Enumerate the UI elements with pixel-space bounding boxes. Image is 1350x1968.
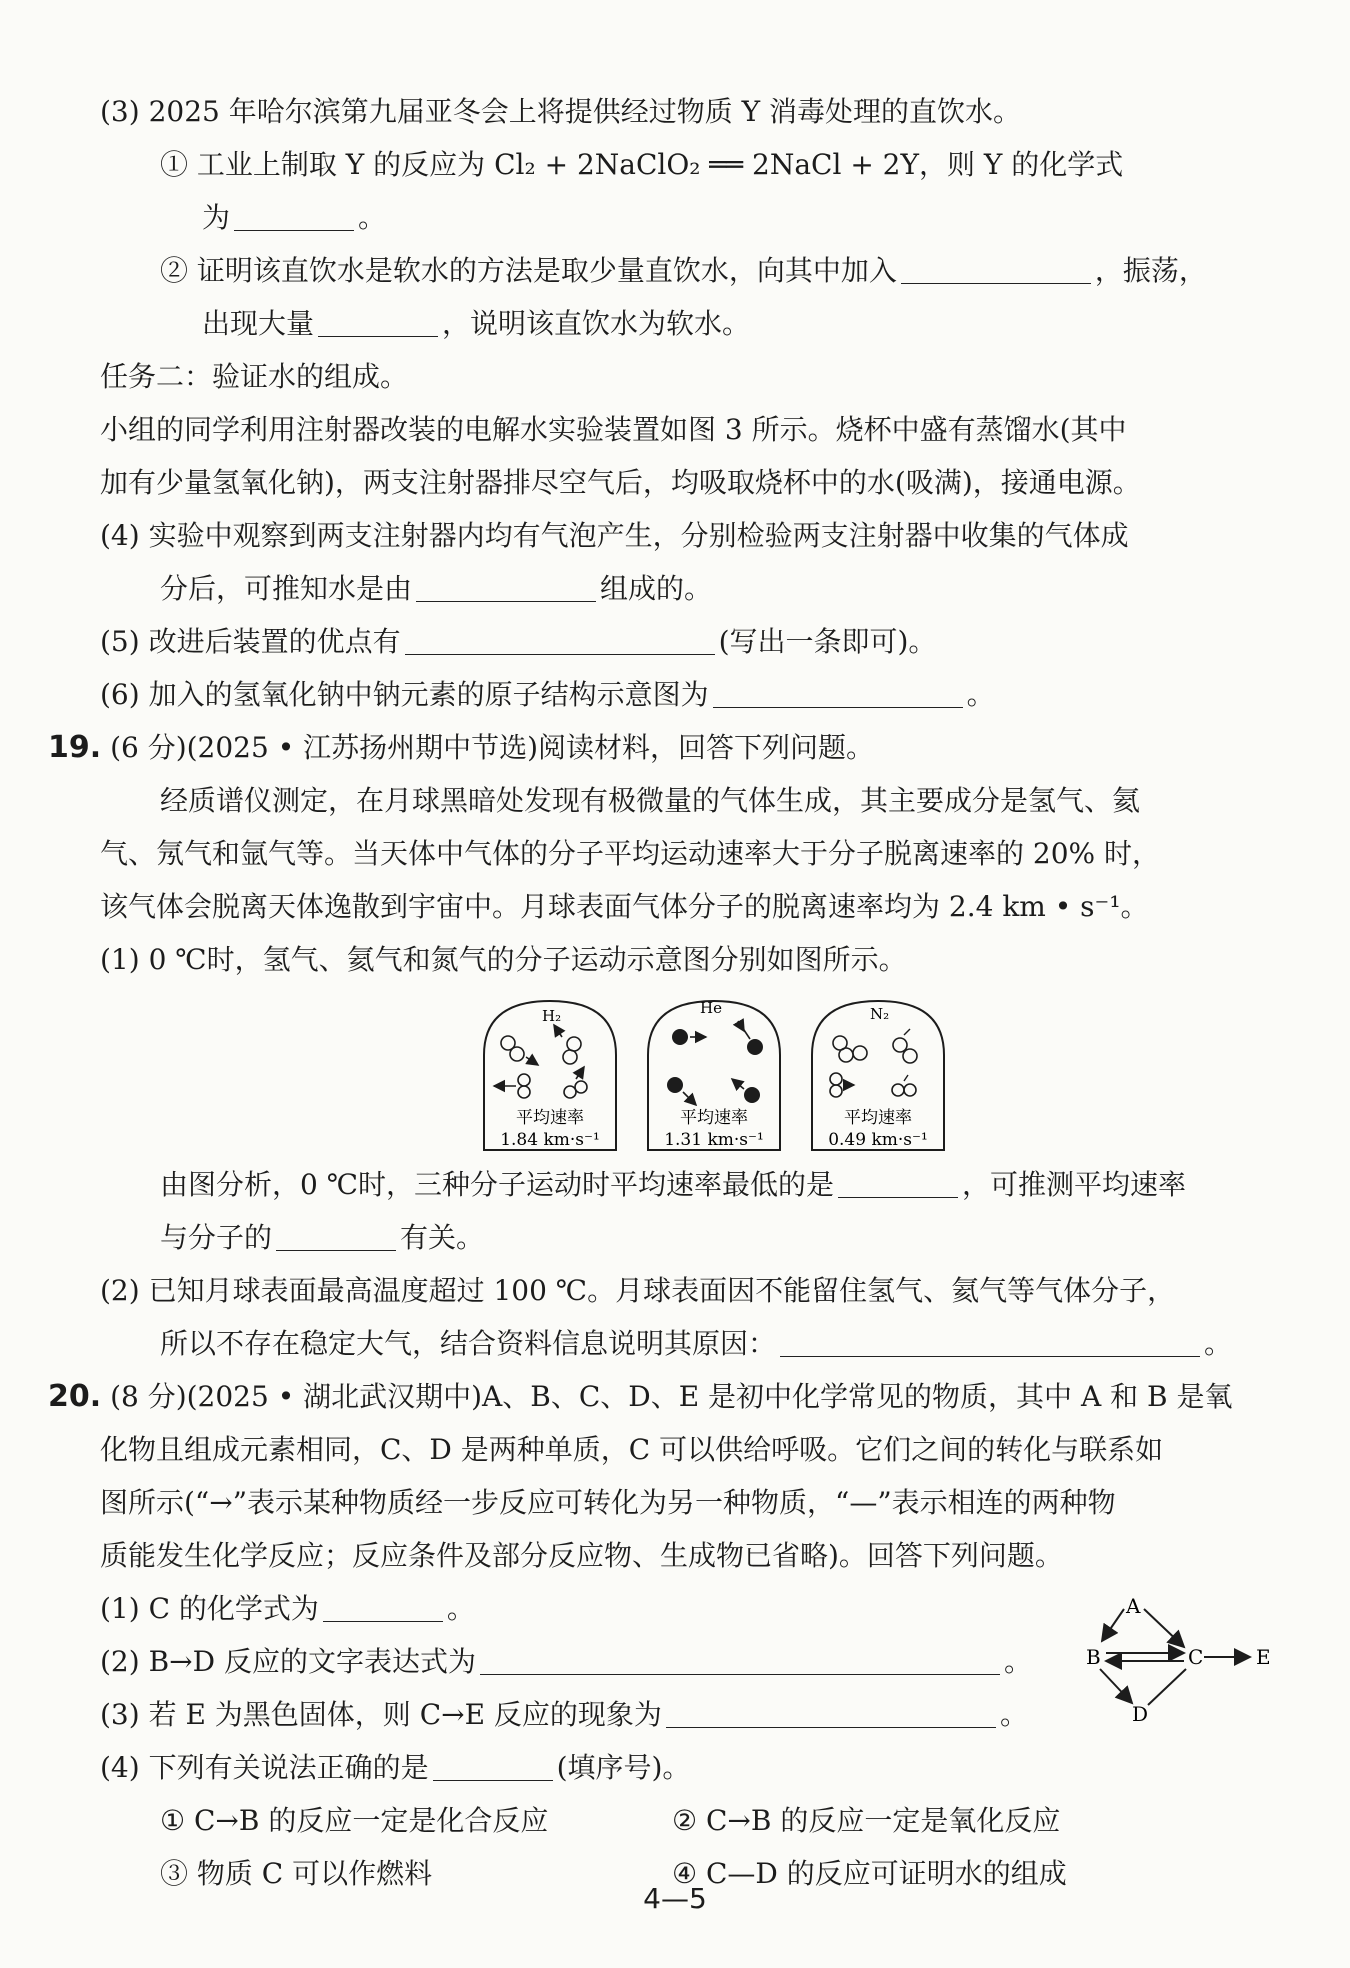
q18-part3-1-line2: 为 。 <box>202 201 387 234</box>
q18-part6: (6) 加入的氢氧化钠中钠元素的原子结构示意图为 。 <box>100 678 995 711</box>
q19-part1-stem: (1) 0 ℃时，氢气、氦气和氮气的分子运动示意图分别如图所示。 <box>100 943 907 976</box>
q20-option-1: ① C→B 的反应一定是化合反应 <box>160 1804 549 1837</box>
q19-header: 19. (6 分)(2025 • 江苏扬州期中节选)阅读材料，回答下列问题。 <box>48 730 875 765</box>
h2-label: H₂ <box>542 1007 562 1025</box>
he-label: He <box>700 999 722 1017</box>
h2-box <box>484 1001 616 1150</box>
answer-blank-water-composition[interactable] <box>416 573 596 602</box>
page-number: 4—5 <box>643 1882 707 1915</box>
q19-material-line2: 气、氖气和氩气等。当天体中气体的分子平均运动速率大于分子脱离速率的 20% 时， <box>100 837 1161 870</box>
q20-part1: (1) C 的化学式为 。 <box>100 1592 475 1625</box>
q20-option-4: ④ C—D 的反应可证明水的组成 <box>672 1857 1067 1890</box>
answer-blank-b-to-d-expression[interactable] <box>480 1646 1000 1675</box>
n2-label: N₂ <box>870 1005 890 1023</box>
q20-header: 20. (8 分)(2025 • 湖北武汉期中)A、B、C、D、E 是初中化学常见的物质，其中 A 和 B 是氧 <box>48 1379 1233 1414</box>
substance-relation-diagram <box>1080 1585 1290 1735</box>
answer-blank-c-to-e-phenomenon[interactable] <box>666 1699 996 1728</box>
q18-part3-1-line1: ① 工业上制取 Y 的反应为 Cl₂ + 2NaClO₂ ══ 2NaCl + 2Y，则 Y 的化学式 <box>160 148 1124 181</box>
answer-blank-c-formula[interactable] <box>323 1593 443 1622</box>
q18-intro-line2: 加有少量氢氧化钠)，两支注射器排尽空气后，均吸取烧杯中的水(吸满)，接通电源。 <box>100 466 1141 499</box>
answer-blank-reason[interactable] <box>780 1328 1200 1357</box>
q19-material-line3: 该气体会脱离天体逸散到宇宙中。月球表面气体分子的脱离速率均为 2.4 km • s⁻¹。 <box>100 890 1149 923</box>
answer-blank-reagent[interactable] <box>901 255 1091 284</box>
h2-speed-value: 1.84 km·s⁻¹ <box>500 1130 600 1150</box>
n2-box <box>812 1001 944 1150</box>
he-speed-title: 平均速率 <box>680 1108 748 1128</box>
q18-part3-2-line2: 出现大量 ，说明该直饮水为软水。 <box>202 307 751 340</box>
q20-part4: (4) 下列有关说法正确的是 (填序号)。 <box>100 1751 691 1784</box>
q18-part3-2-line1: ② 证明该直饮水是软水的方法是取少量直饮水，向其中加入 ，振荡， <box>160 254 1207 287</box>
answer-blank-advantage[interactable] <box>405 626 715 655</box>
h2-speed-title: 平均速率 <box>516 1108 584 1128</box>
q20-option-2: ② C→B 的反应一定是氧化反应 <box>672 1804 1061 1837</box>
answer-blank-y-formula[interactable] <box>234 202 354 231</box>
q18-part4-line1: (4) 实验中观察到两支注射器内均有气泡产生，分别检验两支注射器中收集的气体成 <box>100 519 1129 552</box>
q18-part3-stem: (3) 2025 年哈尔滨第九届亚冬会上将提供经过物质 Y 消毒处理的直饮水。 <box>100 95 1022 128</box>
q20-stem-line3: 图所示(“→”表示某种物质经一步反应可转化为另一种物质，“—”表示相连的两种物 <box>100 1486 1116 1519</box>
answer-blank-molecule-property[interactable] <box>276 1222 396 1251</box>
answer-blank-sodium-structure[interactable] <box>713 679 963 708</box>
q18-intro-line1: 小组的同学利用注射器改装的电解水实验装置如图 3 所示。烧杯中盛有蒸馏水(其中 <box>100 413 1127 446</box>
q19-part2-line2: 所以不存在稳定大气，结合资料信息说明其原因： 。 <box>160 1327 1233 1360</box>
question-number: 19. <box>48 730 102 765</box>
he-box <box>648 999 780 1150</box>
q20-option-3: ③ 物质 C 可以作燃料 <box>160 1857 433 1890</box>
node-b: B <box>1086 1645 1101 1669</box>
answer-blank-correct-options[interactable] <box>433 1752 553 1781</box>
q20-part2: (2) B→D 反应的文字表达式为 。 <box>100 1645 1032 1678</box>
n2-speed-title: 平均速率 <box>844 1108 912 1128</box>
answer-blank-phenomenon[interactable] <box>318 308 438 337</box>
node-a: A <box>1126 1594 1141 1618</box>
q18-part5: (5) 改进后装置的优点有 (写出一条即可)。 <box>100 625 937 658</box>
n2-speed-value: 0.49 km·s⁻¹ <box>828 1130 928 1150</box>
q19-part1-answer-line2: 与分子的 有关。 <box>160 1221 485 1254</box>
q19-part1-answer-line1: 由图分析，0 ℃时，三种分子运动时平均速率最低的是 ，可推测平均速率 <box>160 1168 1187 1201</box>
node-e: E <box>1256 1645 1271 1669</box>
node-d: D <box>1132 1702 1149 1726</box>
node-c: C <box>1188 1645 1204 1669</box>
q19-material-line1: 经质谱仪测定，在月球黑暗处发现有极微量的气体生成，其主要成分是氢气、氦 <box>160 784 1141 817</box>
answer-blank-lowest-speed[interactable] <box>838 1169 958 1198</box>
task-two-heading: 任务二：验证水的组成。 <box>100 360 409 393</box>
q20-part3: (3) 若 E 为黑色固体，则 C→E 反应的现象为 。 <box>100 1698 1028 1731</box>
q19-part2-line1: (2) 已知月球表面最高温度超过 100 ℃。月球表面因不能留住氢气、氦气等气体分子， <box>100 1274 1176 1307</box>
q18-part4-line2: 分后，可推知水是由 组成的。 <box>160 572 713 605</box>
molecule-motion-figure <box>480 995 950 1155</box>
q20-stem-line4: 质能发生化学反应；反应条件及部分反应物、生成物已省略)。回答下列问题。 <box>100 1539 1063 1572</box>
he-speed-value: 1.31 km·s⁻¹ <box>664 1130 764 1150</box>
question-number: 20. <box>48 1379 102 1414</box>
q20-stem-line2: 化物且组成元素相同，C、D 是两种单质，C 可以供给呼吸。它们之间的转化与联系如 <box>100 1433 1164 1466</box>
